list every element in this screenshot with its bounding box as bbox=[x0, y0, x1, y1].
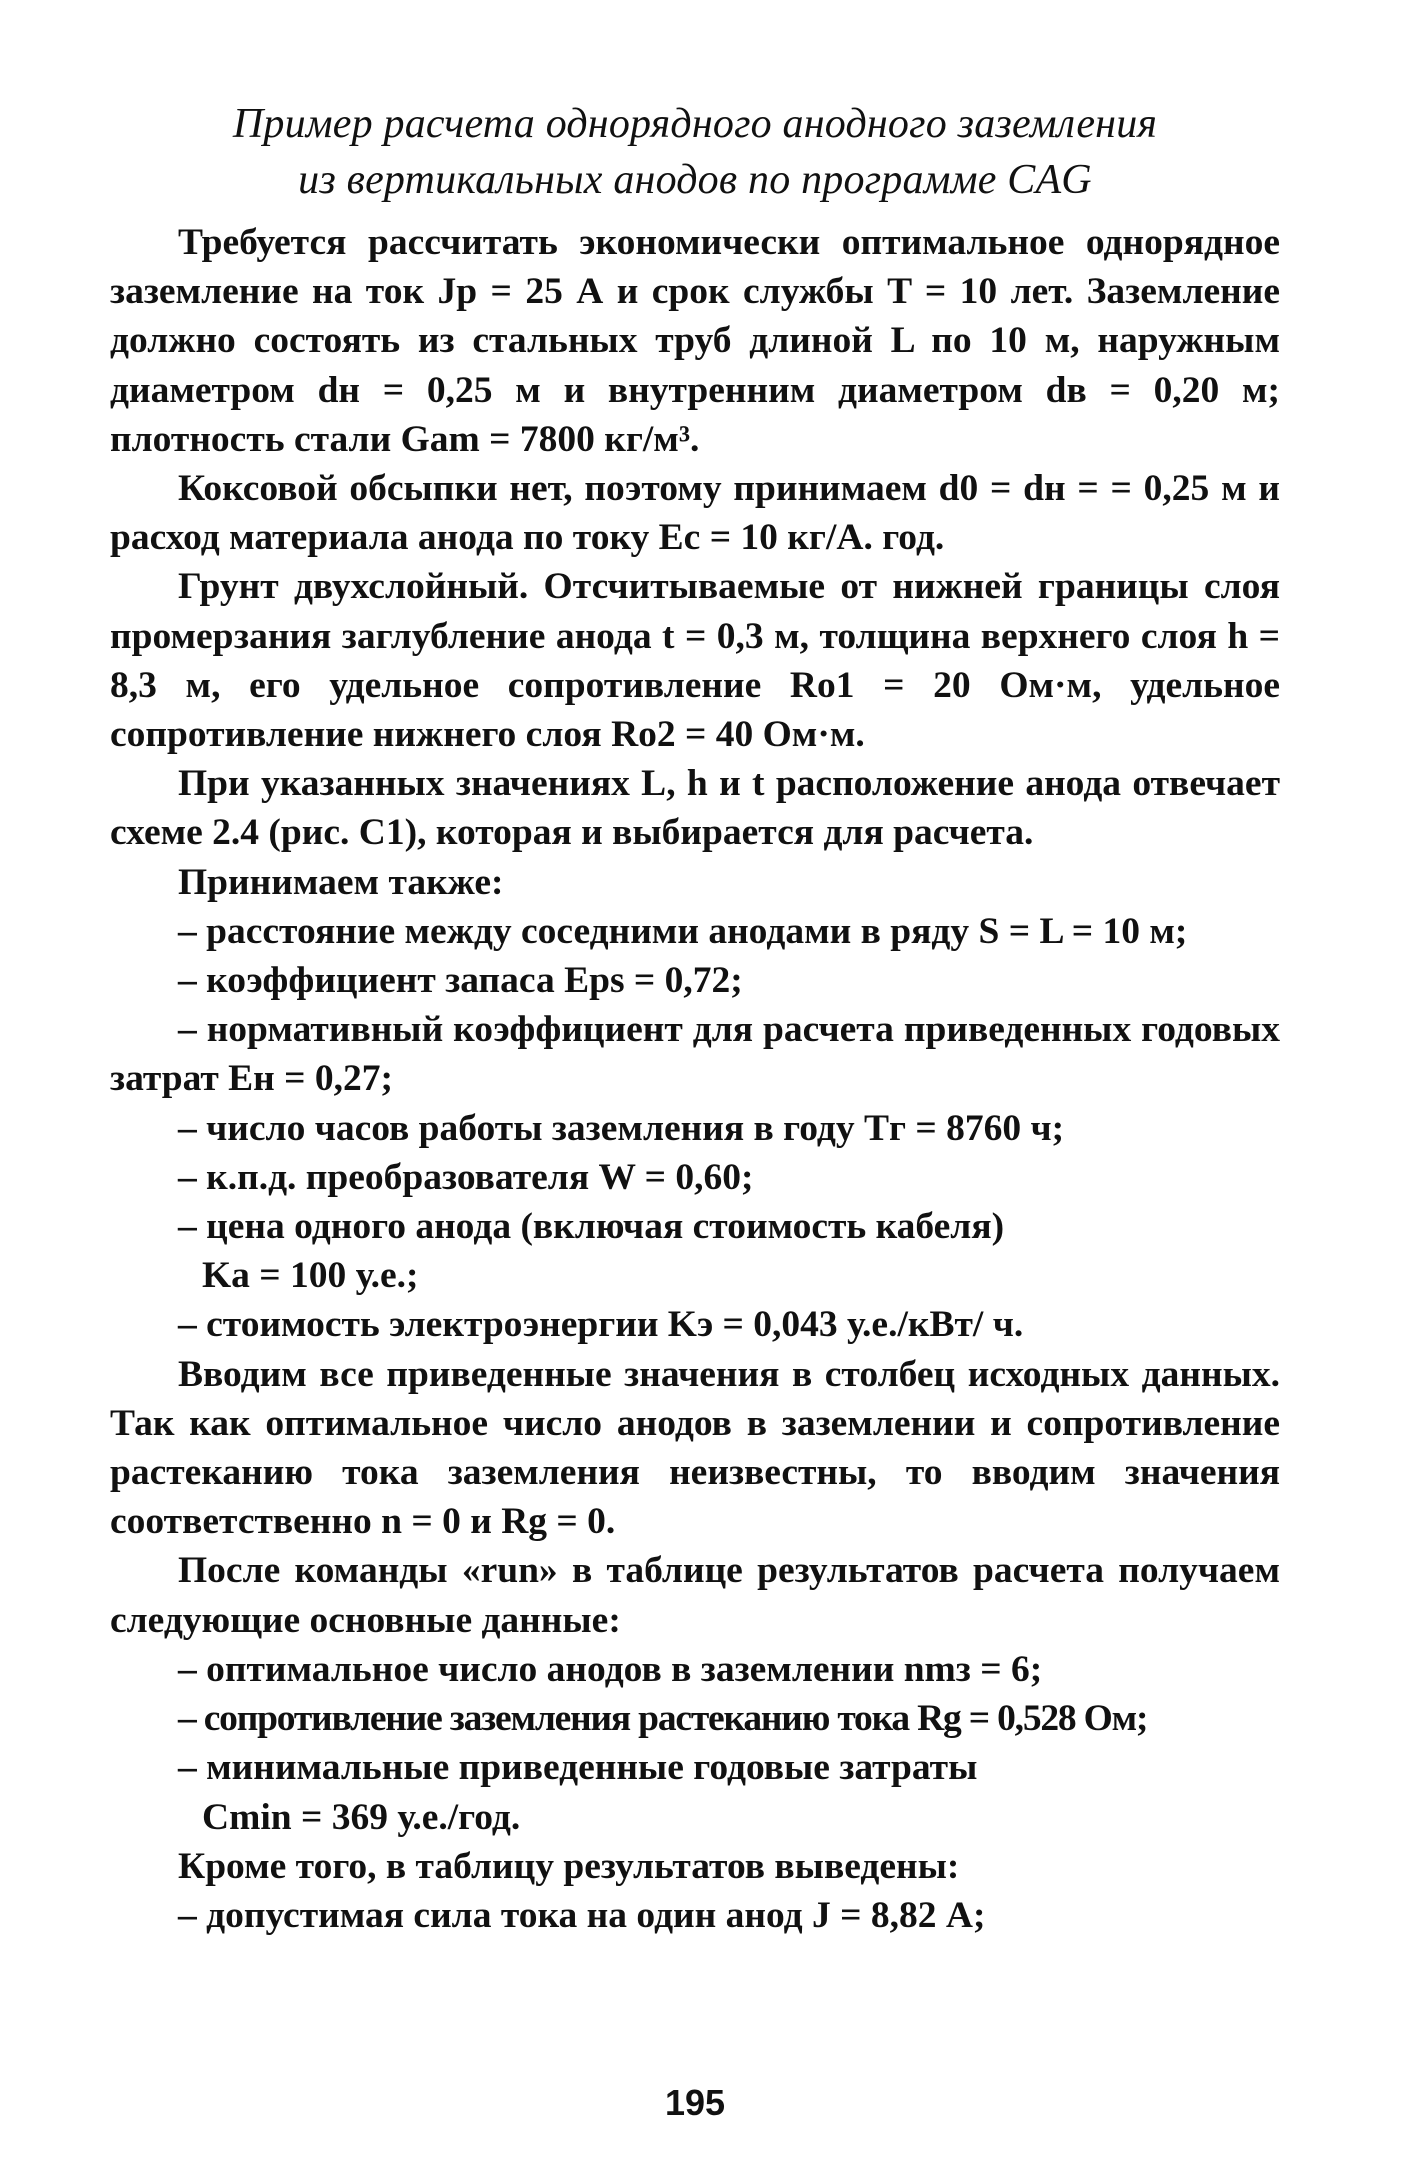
title-line-2: из вертикальных анодов по программе CAG bbox=[298, 157, 1092, 203]
book-page bbox=[110, 0, 1280, 2184]
paragraph: Вводим все приведенные значения в столбец исходных данных. Так как оптимальное число анодов в заземлении и сопротивление растеканию тока заземления неизвестны, то вводим значения соответственно n = 0 и Rg = 0. bbox=[110, 1353, 1280, 1543]
list-item-continuation: Ka = 100 у.е.; bbox=[202, 1255, 419, 1297]
list-item: – нормативный коэффициент для расчета приведенных годовых затрат Eн = 0,27; bbox=[110, 1009, 1280, 1100]
list-item-continuation: Cmin = 369 у.е./год. bbox=[202, 1796, 521, 1838]
body-text bbox=[110, 218, 1280, 1940]
paragraph: Принимаем также: bbox=[178, 861, 504, 903]
section-title bbox=[110, 96, 1280, 208]
paragraph: Кроме того, в таблицу результатов выведены: bbox=[178, 1845, 960, 1887]
list-item: – к.п.д. преобразователя W = 0,60; bbox=[178, 1156, 754, 1198]
title-line-1: Пример расчета однорядного анодного заземления bbox=[232, 101, 1158, 147]
list-item: – число часов работы заземления в году Tг = 8760 ч; bbox=[178, 1107, 1065, 1149]
list-item: – сопротивление заземления растеканию тока Rg = 0,528 Ом; bbox=[178, 1698, 1148, 1740]
list-item: – стоимость электроэнергии Kэ = 0,043 у.е./кВт/ ч. bbox=[178, 1304, 1024, 1346]
paragraph: Требуется рассчитать экономически оптимальное однорядное заземление на ток Jp = 25 А и срок службы T = 10 лет. Заземление должно состоять из стальных труб длиной L по 10 м, наружным диаметром dн = 0,25 м и внутренним диаметром dв = 0,20 м; плотность стали Gam = 7800 кг/м³. bbox=[110, 222, 1280, 460]
paragraph: Коксовой обсыпки нет, поэтому принимаем d0 = dн = = 0,25 м и расход материала анода по току Ec = 10 кг/А. год. bbox=[110, 468, 1280, 559]
paragraph: После команды «run» в таблице результатов расчета получаем следующие основные данные: bbox=[110, 1550, 1280, 1641]
paragraph: При указанных значениях L, h и t расположение анода отвечает схеме 2.4 (рис. С1), которая и выбирается для расчета. bbox=[110, 763, 1280, 854]
paragraph: Грунт двухслойный. Отсчитываемые от нижней границы слоя промерзания заглубление анода t = 0,3 м, толщина верхнего слоя h = 8,3 м, его удельное сопротивление Ro1 = 20 Ом·м, удельное сопротивление нижнего слоя Ro2 = 40 Ом·м. bbox=[110, 566, 1280, 756]
list-item: – расстояние между соседними анодами в ряду S = L = 10 м; bbox=[178, 910, 1188, 952]
list-item: – допустимая сила тока на один анод J = 8,82 А; bbox=[178, 1894, 986, 1936]
list-item: – минимальные приведенные годовые затраты bbox=[178, 1747, 978, 1789]
list-item: – коэффициент запаса Eps = 0,72; bbox=[178, 960, 743, 1002]
list-item: – цена одного анода (включая стоимость кабеля) bbox=[178, 1206, 1005, 1248]
page-number: 195 bbox=[664, 2082, 726, 2123]
list-item: – оптимальное число анодов в заземлении nmз = 6; bbox=[178, 1648, 1043, 1690]
